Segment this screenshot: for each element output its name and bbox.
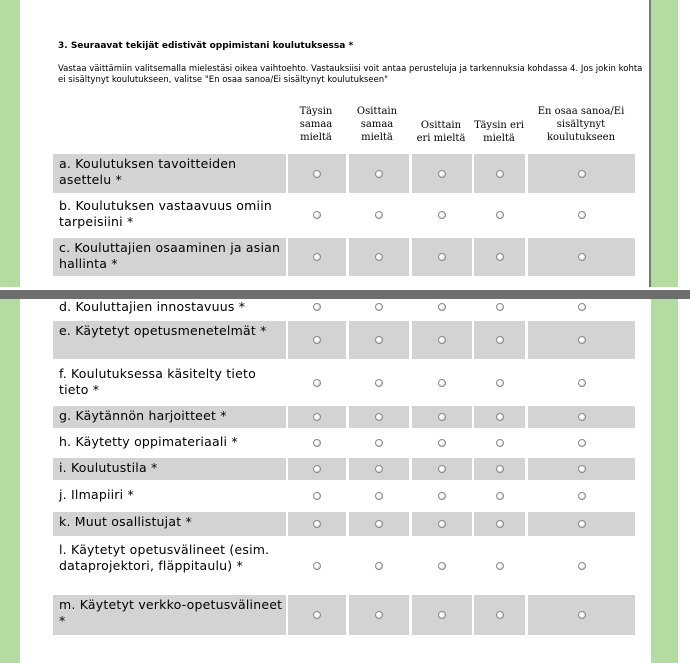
radio-button[interactable]: [578, 439, 586, 447]
radio-button[interactable]: [438, 439, 446, 447]
answer-cell: [349, 196, 409, 234]
answer-cell: [412, 458, 472, 480]
answer-cell: [349, 512, 409, 536]
radio-button[interactable]: [496, 336, 504, 344]
radio-button[interactable]: [578, 336, 586, 344]
radio-button[interactable]: [438, 465, 446, 473]
answer-cell: [412, 512, 472, 536]
answer-cell: [288, 432, 346, 454]
answer-cell: [349, 406, 409, 428]
radio-button[interactable]: [313, 611, 321, 619]
answer-cell: [528, 154, 635, 193]
row-label: h. Käytetty oppimateriaali *: [59, 434, 238, 449]
radio-button[interactable]: [375, 413, 383, 421]
row-label: e. Käytetyt opetusmenetelmät *: [53, 321, 286, 359]
radio-button[interactable]: [438, 611, 446, 619]
radio-button[interactable]: [496, 253, 504, 261]
answer-cell: [349, 485, 409, 507]
radio-button[interactable]: [438, 253, 446, 261]
answer-cell: [349, 321, 409, 359]
answer-cell: [474, 458, 525, 480]
answer-cell: [412, 540, 472, 591]
radio-button[interactable]: [375, 520, 383, 528]
answer-cell: [349, 432, 409, 454]
radio-button[interactable]: [375, 336, 383, 344]
answer-cell: [288, 321, 346, 359]
screenshot-divider: [0, 290, 690, 299]
right-green-border: [651, 0, 678, 663]
answer-cell: [288, 512, 346, 536]
radio-button[interactable]: [313, 465, 321, 473]
radio-button[interactable]: [313, 520, 321, 528]
answer-cell: [528, 432, 635, 454]
radio-button[interactable]: [313, 336, 321, 344]
radio-button[interactable]: [313, 562, 321, 570]
radio-button[interactable]: [375, 253, 383, 261]
column-header: Osittain samaa mieltä: [356, 106, 398, 143]
radio-button[interactable]: [438, 492, 446, 500]
radio-button[interactable]: [578, 303, 586, 311]
left-green-border: [0, 0, 20, 663]
answer-cell: [412, 154, 472, 193]
radio-button[interactable]: [438, 520, 446, 528]
answer-cell: [288, 540, 346, 591]
column-header: Täysin samaa mieltä: [299, 106, 333, 143]
radio-button[interactable]: [578, 379, 586, 387]
answer-cell: [412, 238, 472, 276]
radio-button[interactable]: [578, 611, 586, 619]
radio-button[interactable]: [496, 303, 504, 311]
answer-cell: [349, 154, 409, 193]
radio-button[interactable]: [578, 465, 586, 473]
answer-cell: [474, 238, 525, 276]
column-header: Osittain eri mieltä: [416, 120, 466, 144]
radio-button[interactable]: [375, 211, 383, 219]
row-label: b. Koulutuksen vastaavuus omiin tarpeisiini *: [59, 198, 272, 229]
answer-cell: [474, 432, 525, 454]
question-instructions: Vastaa väittämiin valitsemalla mielestäsi oikea vaihtoehto. Vastauksiisi voit antaa perusteluja ja tarkennuksia kohdassa 4. Jos jokin kohta ei sisältynyt koulutukseen, valitse "En osaa sanoa/Ei sisältynyt koulutukseen": [58, 64, 643, 85]
radio-button[interactable]: [578, 211, 586, 219]
answer-cell: [288, 458, 346, 480]
row-label: i. Koulutustila *: [53, 458, 286, 480]
radio-button[interactable]: [375, 379, 383, 387]
radio-button[interactable]: [496, 170, 504, 178]
radio-button[interactable]: [438, 336, 446, 344]
answer-cell: [349, 364, 409, 402]
answer-cell: [412, 595, 472, 635]
answer-cell: [412, 196, 472, 234]
radio-button[interactable]: [578, 413, 586, 421]
answer-cell: [528, 364, 635, 402]
radio-button[interactable]: [438, 303, 446, 311]
answer-cell: [474, 485, 525, 507]
radio-button[interactable]: [496, 211, 504, 219]
answer-cell: [288, 238, 346, 276]
answer-cell: [474, 321, 525, 359]
radio-button[interactable]: [375, 492, 383, 500]
radio-button[interactable]: [313, 492, 321, 500]
answer-cell: [412, 406, 472, 428]
radio-button[interactable]: [496, 562, 504, 570]
answer-cell: [288, 485, 346, 507]
radio-button[interactable]: [496, 465, 504, 473]
radio-button[interactable]: [496, 439, 504, 447]
radio-button[interactable]: [313, 253, 321, 261]
answer-cell: [288, 154, 346, 193]
answer-cell: [474, 512, 525, 536]
answer-cell: [288, 299, 346, 315]
row-label: d. Kouluttajien innostavuus *: [59, 299, 246, 314]
answer-cell: [349, 238, 409, 276]
radio-button[interactable]: [375, 170, 383, 178]
answer-cell: [528, 485, 635, 507]
answer-cell: [288, 364, 346, 402]
answer-cell: [474, 406, 525, 428]
answer-cell: [349, 299, 409, 315]
answer-cell: [288, 406, 346, 428]
radio-button[interactable]: [438, 170, 446, 178]
answer-cell: [474, 299, 525, 315]
row-label: a. Koulutuksen tavoitteiden asettelu *: [53, 154, 286, 193]
radio-button[interactable]: [496, 520, 504, 528]
radio-button[interactable]: [496, 379, 504, 387]
column-header: En osaa sanoa/Ei sisältynyt koulutukseen: [537, 106, 625, 143]
radio-button[interactable]: [313, 439, 321, 447]
radio-button[interactable]: [375, 439, 383, 447]
column-header: Täysin eri mieltä: [474, 120, 524, 144]
row-label: k. Muut osallistujat *: [53, 512, 286, 536]
answer-cell: [474, 364, 525, 402]
right-edge: [678, 0, 690, 663]
answer-cell: [528, 196, 635, 234]
radio-button[interactable]: [578, 253, 586, 261]
answer-cell: [412, 299, 472, 315]
radio-button[interactable]: [313, 303, 321, 311]
answer-cell: [412, 485, 472, 507]
radio-button[interactable]: [578, 520, 586, 528]
radio-button[interactable]: [438, 413, 446, 421]
radio-button[interactable]: [438, 211, 446, 219]
answer-cell: [528, 458, 635, 480]
radio-button[interactable]: [375, 611, 383, 619]
radio-button[interactable]: [375, 303, 383, 311]
question-title: 3. Seuraavat tekijät edistivät oppimistani koulutuksessa *: [58, 41, 354, 51]
answer-cell: [349, 458, 409, 480]
row-label: c. Kouluttajien osaaminen ja asian hallinta *: [53, 238, 286, 276]
answer-cell: [288, 595, 346, 635]
radio-button[interactable]: [578, 492, 586, 500]
radio-button[interactable]: [313, 170, 321, 178]
radio-button[interactable]: [578, 562, 586, 570]
row-label: l. Käytetyt opetusvälineet (esim. dataprojektori, fläppitaulu) *: [59, 542, 270, 573]
radio-button[interactable]: [375, 562, 383, 570]
answer-cell: [528, 321, 635, 359]
radio-button[interactable]: [375, 465, 383, 473]
radio-button[interactable]: [438, 562, 446, 570]
answer-cell: [349, 595, 409, 635]
answer-cell: [528, 512, 635, 536]
answer-cell: [474, 154, 525, 193]
answer-cell: [349, 540, 409, 591]
answer-cell: [288, 196, 346, 234]
answer-cell: [412, 432, 472, 454]
radio-button[interactable]: [496, 611, 504, 619]
radio-button[interactable]: [313, 211, 321, 219]
radio-button[interactable]: [313, 413, 321, 421]
answer-cell: [528, 299, 635, 315]
answer-cell: [474, 196, 525, 234]
answer-cell: [528, 406, 635, 428]
answer-cell: [528, 540, 635, 591]
answer-cell: [474, 540, 525, 591]
answer-cell: [412, 364, 472, 402]
radio-button[interactable]: [578, 170, 586, 178]
radio-button[interactable]: [496, 492, 504, 500]
row-label: j. Ilmapiiri *: [59, 487, 134, 502]
answer-cell: [412, 321, 472, 359]
radio-button[interactable]: [438, 379, 446, 387]
radio-button[interactable]: [496, 413, 504, 421]
row-label: m. Käytetyt verkko-opetusvälineet *: [53, 595, 286, 635]
radio-button[interactable]: [313, 379, 321, 387]
row-label: f. Koulutuksessa käsitelty tieto tieto *: [59, 366, 256, 397]
answer-cell: [474, 595, 525, 635]
answer-cell: [528, 238, 635, 276]
row-label: g. Käytännön harjoitteet *: [53, 406, 286, 428]
answer-cell: [528, 595, 635, 635]
